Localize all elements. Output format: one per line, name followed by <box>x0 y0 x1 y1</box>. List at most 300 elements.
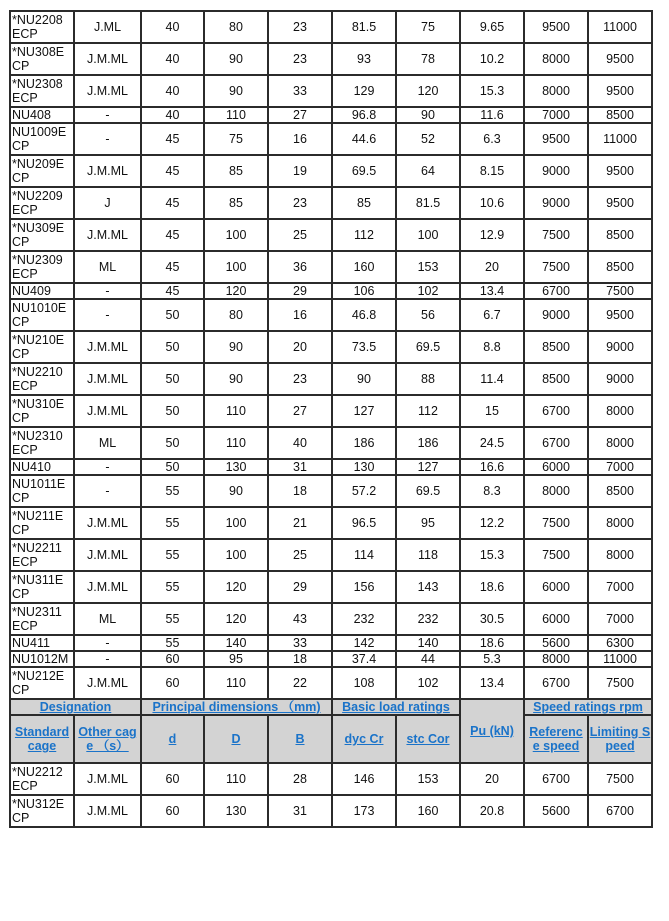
header-D-outer: D <box>204 715 268 763</box>
cell-outer-D: 90 <box>204 363 268 395</box>
cell-width-B: 33 <box>268 635 332 651</box>
cell-limiting-speed: 8500 <box>588 475 652 507</box>
header-basic-load-ratings: Basic load ratings <box>332 699 460 715</box>
table-row <box>10 795 652 827</box>
cell-cage: - <box>74 475 141 507</box>
cell-bore-d: 45 <box>141 251 204 283</box>
cell-cage: J.M.ML <box>74 539 141 571</box>
cell-outer-D: 95 <box>204 651 268 667</box>
cell-cage: ML <box>74 603 141 635</box>
cell-reference-speed: 9500 <box>524 123 588 155</box>
cell-dynamic-cr: 73.5 <box>332 331 396 363</box>
cell-width-B: 16 <box>268 299 332 331</box>
cell-reference-speed: 8000 <box>524 651 588 667</box>
cell-pu: 15.3 <box>460 75 524 107</box>
cell-cage: - <box>74 107 141 123</box>
cell-outer-D: 110 <box>204 395 268 427</box>
cell-reference-speed: 7500 <box>524 219 588 251</box>
cell-reference-speed: 8000 <box>524 475 588 507</box>
cell-limiting-speed: 8000 <box>588 427 652 459</box>
cell-outer-D: 100 <box>204 507 268 539</box>
cell-reference-speed: 6700 <box>524 427 588 459</box>
cell-model: NU410 <box>10 459 74 475</box>
cell-outer-D: 90 <box>204 75 268 107</box>
cell-model: NU1010E CP <box>10 299 74 331</box>
cell-static-cor: 81.5 <box>396 187 460 219</box>
header-dyc-cr: dyc Cr <box>332 715 396 763</box>
cell-model: *NU2310 ECP <box>10 427 74 459</box>
table-row <box>10 283 652 299</box>
cell-pu: 10.6 <box>460 187 524 219</box>
cell-reference-speed: 6700 <box>524 763 588 795</box>
cell-bore-d: 50 <box>141 363 204 395</box>
cell-outer-D: 100 <box>204 219 268 251</box>
cell-pu: 8.15 <box>460 155 524 187</box>
cell-pu: 24.5 <box>460 427 524 459</box>
cell-static-cor: 90 <box>396 107 460 123</box>
cell-cage: - <box>74 283 141 299</box>
cell-width-B: 27 <box>268 395 332 427</box>
cell-model: NU1011E CP <box>10 475 74 507</box>
cell-pu: 13.4 <box>460 283 524 299</box>
cell-model: NU1012M <box>10 651 74 667</box>
cell-dynamic-cr: 69.5 <box>332 155 396 187</box>
cell-cage: J.M.ML <box>74 571 141 603</box>
cell-reference-speed: 6000 <box>524 603 588 635</box>
cell-width-B: 29 <box>268 283 332 299</box>
cell-model: *NU2311 ECP <box>10 603 74 635</box>
cell-outer-D: 80 <box>204 299 268 331</box>
cell-width-B: 23 <box>268 187 332 219</box>
cell-reference-speed: 6700 <box>524 283 588 299</box>
cell-dynamic-cr: 173 <box>332 795 396 827</box>
cell-model: *NU2309 ECP <box>10 251 74 283</box>
bearing-spec-table <box>9 10 653 828</box>
table-row <box>10 299 652 331</box>
cell-outer-D: 90 <box>204 43 268 75</box>
cell-cage: J.M.ML <box>74 795 141 827</box>
cell-bore-d: 50 <box>141 459 204 475</box>
header-other-cage: Other cage （s） <box>74 715 141 763</box>
cell-dynamic-cr: 186 <box>332 427 396 459</box>
cell-bore-d: 55 <box>141 475 204 507</box>
cell-limiting-speed: 6700 <box>588 795 652 827</box>
cell-limiting-speed: 7000 <box>588 603 652 635</box>
header-principal-dimensions: Principal dimensions （mm) <box>141 699 332 715</box>
cell-width-B: 16 <box>268 123 332 155</box>
cell-pu: 15 <box>460 395 524 427</box>
header-designation: Designation <box>10 699 141 715</box>
cell-pu: 6.3 <box>460 123 524 155</box>
header-d: d <box>141 715 204 763</box>
header-speed-ratings: Speed ratings rpm <box>524 699 652 715</box>
cell-outer-D: 75 <box>204 123 268 155</box>
table-row <box>10 251 652 283</box>
cell-width-B: 25 <box>268 219 332 251</box>
cell-width-B: 23 <box>268 43 332 75</box>
cell-pu: 18.6 <box>460 571 524 603</box>
cell-width-B: 33 <box>268 75 332 107</box>
table-body-bottom <box>10 763 652 827</box>
cell-reference-speed: 9000 <box>524 155 588 187</box>
cell-dynamic-cr: 81.5 <box>332 11 396 43</box>
table-row <box>10 219 652 251</box>
cell-dynamic-cr: 108 <box>332 667 396 699</box>
cell-dynamic-cr: 232 <box>332 603 396 635</box>
cell-pu: 5.3 <box>460 651 524 667</box>
table-row <box>10 539 652 571</box>
table-row <box>10 107 652 123</box>
table-row <box>10 331 652 363</box>
cell-outer-D: 90 <box>204 331 268 363</box>
cell-limiting-speed: 6300 <box>588 635 652 651</box>
cell-model: *NU309E CP <box>10 219 74 251</box>
cell-outer-D: 120 <box>204 603 268 635</box>
cell-outer-D: 130 <box>204 459 268 475</box>
cell-cage: - <box>74 651 141 667</box>
cell-outer-D: 90 <box>204 475 268 507</box>
cell-limiting-speed: 8000 <box>588 395 652 427</box>
cell-width-B: 43 <box>268 603 332 635</box>
cell-outer-D: 130 <box>204 795 268 827</box>
cell-model: *NU210E CP <box>10 331 74 363</box>
cell-pu: 11.4 <box>460 363 524 395</box>
cell-limiting-speed: 9000 <box>588 363 652 395</box>
cell-dynamic-cr: 114 <box>332 539 396 571</box>
table-row <box>10 123 652 155</box>
cell-dynamic-cr: 156 <box>332 571 396 603</box>
cell-width-B: 20 <box>268 331 332 363</box>
cell-pu: 11.6 <box>460 107 524 123</box>
cell-width-B: 25 <box>268 539 332 571</box>
cell-cage: J.M.ML <box>74 363 141 395</box>
cell-width-B: 23 <box>268 363 332 395</box>
cell-model: NU408 <box>10 107 74 123</box>
cell-dynamic-cr: 106 <box>332 283 396 299</box>
cell-pu: 8.8 <box>460 331 524 363</box>
cell-width-B: 36 <box>268 251 332 283</box>
cell-pu: 12.2 <box>460 507 524 539</box>
header-B: B <box>268 715 332 763</box>
cell-pu: 30.5 <box>460 603 524 635</box>
cell-bore-d: 50 <box>141 395 204 427</box>
cell-outer-D: 85 <box>204 187 268 219</box>
cell-outer-D: 100 <box>204 539 268 571</box>
cell-width-B: 29 <box>268 571 332 603</box>
cell-cage: ML <box>74 427 141 459</box>
cell-static-cor: 78 <box>396 43 460 75</box>
cell-limiting-speed: 9500 <box>588 187 652 219</box>
cell-limiting-speed: 9500 <box>588 155 652 187</box>
cell-cage: J.ML <box>74 11 141 43</box>
cell-outer-D: 110 <box>204 763 268 795</box>
cell-dynamic-cr: 46.8 <box>332 299 396 331</box>
cell-pu: 10.2 <box>460 43 524 75</box>
cell-width-B: 18 <box>268 475 332 507</box>
cell-limiting-speed: 8000 <box>588 539 652 571</box>
cell-reference-speed: 7000 <box>524 107 588 123</box>
header-reference-speed: Referenc e speed <box>524 715 588 763</box>
cell-model: *NU2211 ECP <box>10 539 74 571</box>
cell-reference-speed: 9000 <box>524 187 588 219</box>
cell-limiting-speed: 8500 <box>588 107 652 123</box>
table-header <box>10 699 652 763</box>
cell-outer-D: 140 <box>204 635 268 651</box>
table-row <box>10 603 652 635</box>
cell-model: NU411 <box>10 635 74 651</box>
cell-bore-d: 40 <box>141 75 204 107</box>
cell-static-cor: 102 <box>396 283 460 299</box>
cell-cage: J.M.ML <box>74 763 141 795</box>
table-row <box>10 667 652 699</box>
cell-static-cor: 186 <box>396 427 460 459</box>
header-stc-cor: stc Cor <box>396 715 460 763</box>
cell-reference-speed: 8000 <box>524 75 588 107</box>
cell-cage: - <box>74 459 141 475</box>
cell-bore-d: 40 <box>141 43 204 75</box>
cell-model: *NU2209 ECP <box>10 187 74 219</box>
cell-dynamic-cr: 37.4 <box>332 651 396 667</box>
cell-reference-speed: 7500 <box>524 507 588 539</box>
cell-bore-d: 45 <box>141 219 204 251</box>
cell-static-cor: 69.5 <box>396 331 460 363</box>
cell-pu: 13.4 <box>460 667 524 699</box>
cell-static-cor: 118 <box>396 539 460 571</box>
table-row <box>10 571 652 603</box>
cell-outer-D: 85 <box>204 155 268 187</box>
cell-static-cor: 112 <box>396 395 460 427</box>
cell-width-B: 40 <box>268 427 332 459</box>
cell-bore-d: 45 <box>141 123 204 155</box>
cell-pu: 20 <box>460 251 524 283</box>
cell-bore-d: 50 <box>141 331 204 363</box>
cell-model: *NU212E CP <box>10 667 74 699</box>
cell-bore-d: 55 <box>141 603 204 635</box>
cell-cage: J.M.ML <box>74 507 141 539</box>
cell-model: NU409 <box>10 283 74 299</box>
cell-limiting-speed: 11000 <box>588 123 652 155</box>
header-row-groups <box>10 699 652 715</box>
cell-limiting-speed: 7000 <box>588 571 652 603</box>
cell-reference-speed: 7500 <box>524 251 588 283</box>
cell-cage: ML <box>74 251 141 283</box>
cell-bore-d: 50 <box>141 299 204 331</box>
cell-model: *NU2212 ECP <box>10 763 74 795</box>
cell-outer-D: 100 <box>204 251 268 283</box>
table-row <box>10 635 652 651</box>
cell-reference-speed: 9000 <box>524 299 588 331</box>
cell-cage: J.M.ML <box>74 219 141 251</box>
cell-width-B: 23 <box>268 11 332 43</box>
cell-static-cor: 120 <box>396 75 460 107</box>
cell-reference-speed: 8500 <box>524 363 588 395</box>
cell-static-cor: 140 <box>396 635 460 651</box>
cell-dynamic-cr: 112 <box>332 219 396 251</box>
cell-limiting-speed: 7500 <box>588 667 652 699</box>
table-row <box>10 43 652 75</box>
cell-pu: 9.65 <box>460 11 524 43</box>
cell-pu: 18.6 <box>460 635 524 651</box>
cell-cage: - <box>74 635 141 651</box>
cell-outer-D: 120 <box>204 283 268 299</box>
cell-limiting-speed: 9500 <box>588 299 652 331</box>
cell-reference-speed: 5600 <box>524 795 588 827</box>
cell-cage: J <box>74 187 141 219</box>
header-row-columns <box>10 715 652 763</box>
cell-model: *NU311E CP <box>10 571 74 603</box>
cell-model: *NU211E CP <box>10 507 74 539</box>
cell-model: *NU310E CP <box>10 395 74 427</box>
header-limiting-speed: Limiting Speed <box>588 715 652 763</box>
cell-limiting-speed: 11000 <box>588 651 652 667</box>
cell-bore-d: 40 <box>141 11 204 43</box>
cell-limiting-speed: 9500 <box>588 75 652 107</box>
cell-dynamic-cr: 129 <box>332 75 396 107</box>
cell-limiting-speed: 8000 <box>588 507 652 539</box>
table-row <box>10 459 652 475</box>
cell-pu: 8.3 <box>460 475 524 507</box>
cell-dynamic-cr: 96.5 <box>332 507 396 539</box>
cell-dynamic-cr: 85 <box>332 187 396 219</box>
cell-limiting-speed: 8500 <box>588 219 652 251</box>
cell-outer-D: 110 <box>204 107 268 123</box>
cell-outer-D: 110 <box>204 667 268 699</box>
cell-reference-speed: 5600 <box>524 635 588 651</box>
cell-static-cor: 69.5 <box>396 475 460 507</box>
cell-bore-d: 60 <box>141 795 204 827</box>
cell-pu: 12.9 <box>460 219 524 251</box>
cell-pu: 15.3 <box>460 539 524 571</box>
header-standard-cage: Standard cage <box>10 715 74 763</box>
cell-reference-speed: 6700 <box>524 667 588 699</box>
cell-cage: - <box>74 299 141 331</box>
cell-model: NU1009E CP <box>10 123 74 155</box>
cell-bore-d: 60 <box>141 763 204 795</box>
cell-model: *NU209E CP <box>10 155 74 187</box>
cell-limiting-speed: 7500 <box>588 283 652 299</box>
cell-dynamic-cr: 96.8 <box>332 107 396 123</box>
table-row <box>10 507 652 539</box>
cell-static-cor: 143 <box>396 571 460 603</box>
cell-bore-d: 55 <box>141 507 204 539</box>
cell-cage: J.M.ML <box>74 331 141 363</box>
cell-reference-speed: 7500 <box>524 539 588 571</box>
cell-reference-speed: 6000 <box>524 571 588 603</box>
cell-bore-d: 40 <box>141 107 204 123</box>
cell-cage: J.M.ML <box>74 395 141 427</box>
cell-limiting-speed: 9500 <box>588 43 652 75</box>
table-row <box>10 75 652 107</box>
cell-static-cor: 88 <box>396 363 460 395</box>
cell-bore-d: 60 <box>141 651 204 667</box>
cell-dynamic-cr: 90 <box>332 363 396 395</box>
cell-cage: J.M.ML <box>74 155 141 187</box>
cell-pu: 16.6 <box>460 459 524 475</box>
cell-pu: 6.7 <box>460 299 524 331</box>
cell-dynamic-cr: 142 <box>332 635 396 651</box>
cell-outer-D: 110 <box>204 427 268 459</box>
cell-reference-speed: 9500 <box>524 11 588 43</box>
cell-limiting-speed: 7000 <box>588 459 652 475</box>
cell-dynamic-cr: 127 <box>332 395 396 427</box>
cell-width-B: 21 <box>268 507 332 539</box>
table-row <box>10 763 652 795</box>
cell-cage: J.M.ML <box>74 667 141 699</box>
cell-bore-d: 50 <box>141 427 204 459</box>
cell-pu: 20.8 <box>460 795 524 827</box>
cell-width-B: 27 <box>268 107 332 123</box>
cell-limiting-speed: 8500 <box>588 251 652 283</box>
cell-limiting-speed: 7500 <box>588 763 652 795</box>
cell-static-cor: 232 <box>396 603 460 635</box>
table-row <box>10 651 652 667</box>
cell-dynamic-cr: 146 <box>332 763 396 795</box>
cell-model: *NU2210 ECP <box>10 363 74 395</box>
cell-static-cor: 153 <box>396 251 460 283</box>
cell-dynamic-cr: 130 <box>332 459 396 475</box>
header-pu: Pu (kN) <box>460 699 524 763</box>
cell-bore-d: 45 <box>141 283 204 299</box>
table-row <box>10 11 652 43</box>
cell-bore-d: 55 <box>141 635 204 651</box>
cell-limiting-speed: 9000 <box>588 331 652 363</box>
cell-static-cor: 102 <box>396 667 460 699</box>
cell-static-cor: 64 <box>396 155 460 187</box>
cell-cage: J.M.ML <box>74 75 141 107</box>
cell-static-cor: 160 <box>396 795 460 827</box>
cell-static-cor: 56 <box>396 299 460 331</box>
cell-model: *NU312E CP <box>10 795 74 827</box>
cell-width-B: 18 <box>268 651 332 667</box>
cell-bore-d: 60 <box>141 667 204 699</box>
cell-pu: 20 <box>460 763 524 795</box>
cell-width-B: 19 <box>268 155 332 187</box>
table-row <box>10 363 652 395</box>
cell-width-B: 31 <box>268 459 332 475</box>
cell-static-cor: 44 <box>396 651 460 667</box>
cell-limiting-speed: 11000 <box>588 11 652 43</box>
cell-bore-d: 55 <box>141 539 204 571</box>
cell-static-cor: 153 <box>396 763 460 795</box>
cell-model: *NU2308 ECP <box>10 75 74 107</box>
cell-reference-speed: 6000 <box>524 459 588 475</box>
cell-width-B: 28 <box>268 763 332 795</box>
table-row <box>10 475 652 507</box>
cell-static-cor: 75 <box>396 11 460 43</box>
cell-outer-D: 80 <box>204 11 268 43</box>
cell-dynamic-cr: 57.2 <box>332 475 396 507</box>
cell-reference-speed: 6700 <box>524 395 588 427</box>
cell-model: *NU2208 ECP <box>10 11 74 43</box>
cell-bore-d: 45 <box>141 155 204 187</box>
table-row <box>10 395 652 427</box>
cell-width-B: 22 <box>268 667 332 699</box>
cell-model: *NU308E CP <box>10 43 74 75</box>
cell-dynamic-cr: 44.6 <box>332 123 396 155</box>
cell-dynamic-cr: 93 <box>332 43 396 75</box>
cell-static-cor: 95 <box>396 507 460 539</box>
cell-outer-D: 120 <box>204 571 268 603</box>
cell-reference-speed: 8500 <box>524 331 588 363</box>
cell-static-cor: 127 <box>396 459 460 475</box>
table-row <box>10 427 652 459</box>
cell-static-cor: 100 <box>396 219 460 251</box>
cell-dynamic-cr: 160 <box>332 251 396 283</box>
cell-bore-d: 55 <box>141 571 204 603</box>
cell-static-cor: 52 <box>396 123 460 155</box>
cell-cage: - <box>74 123 141 155</box>
cell-reference-speed: 8000 <box>524 43 588 75</box>
